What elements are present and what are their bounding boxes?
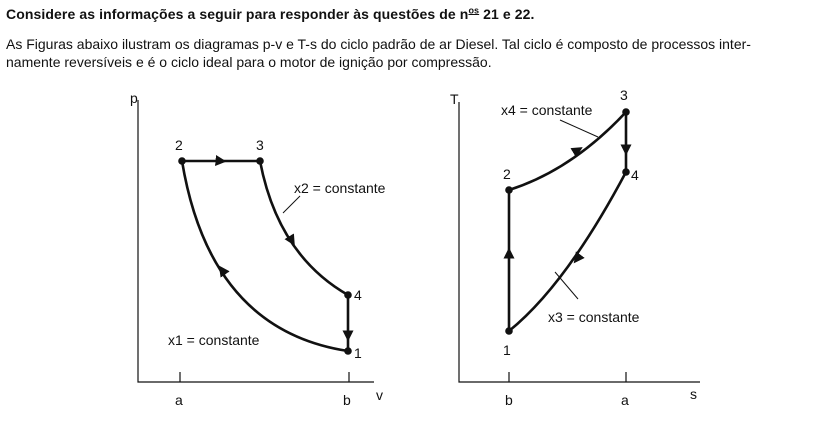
pv-state-1-dot xyxy=(344,347,352,355)
pv-y-axis-label: p xyxy=(130,90,138,106)
pv-tick-label-b: b xyxy=(343,392,351,408)
paragraph-line-1: As Figuras abaixo ilustram os diagramas p-v e T-s do ciclo padrão de ar Diesel. Tal ciclo é composto de processos inter- xyxy=(6,36,751,52)
ts-state-1-dot xyxy=(505,327,513,335)
ts-state-label-2: 2 xyxy=(503,166,511,182)
paragraph-line-2: namente reversíveis e é o ciclo ideal para o motor de ignição por compressão. xyxy=(6,54,492,70)
pv-state-label-4: 4 xyxy=(354,287,362,303)
ts-leader-x3 xyxy=(555,272,578,299)
ts-process-4-1 xyxy=(509,172,626,331)
ts-annotation-x4: x4 = constante xyxy=(501,102,593,118)
ts-diagram xyxy=(450,87,700,408)
ts-state-3-dot xyxy=(622,108,630,116)
ts-leader-x4 xyxy=(560,120,598,137)
header-superscript: os xyxy=(468,5,480,16)
pv-state-label-3: 3 xyxy=(256,137,264,153)
ts-y-axis-label: T xyxy=(450,91,459,107)
ts-axes xyxy=(459,102,700,382)
pv-state-3-dot xyxy=(256,157,264,165)
ts-state-2-dot xyxy=(505,186,513,194)
ts-state-label-3: 3 xyxy=(620,87,628,103)
pv-state-label-2: 2 xyxy=(175,137,183,153)
pv-x-axis-label: v xyxy=(376,387,383,403)
pv-state-label-1: 1 xyxy=(354,345,362,361)
ts-state-label-4: 4 xyxy=(631,167,639,183)
ts-x-axis-label: s xyxy=(690,386,697,402)
pv-diagram xyxy=(130,90,386,408)
header-text-end: 21 e 22. xyxy=(479,6,535,22)
ts-annotation-x3: x3 = constante xyxy=(548,309,640,325)
ts-tick-label-a: a xyxy=(621,392,629,408)
ts-state-4-dot xyxy=(622,168,630,176)
pv-state-4-dot xyxy=(344,291,352,299)
pv-leader-x2 xyxy=(283,196,300,213)
ts-tick-label-b: b xyxy=(505,392,513,408)
pv-annotation-x2: x2 = constante xyxy=(294,180,386,196)
pv-annotation-x1: x1 = constante xyxy=(168,332,260,348)
ts-state-label-1: 1 xyxy=(503,342,511,358)
pv-tick-label-a: a xyxy=(175,392,183,408)
pv-state-2-dot xyxy=(178,157,186,165)
header-text: Considere as informações a seguir para responder às questões de n xyxy=(6,6,469,22)
